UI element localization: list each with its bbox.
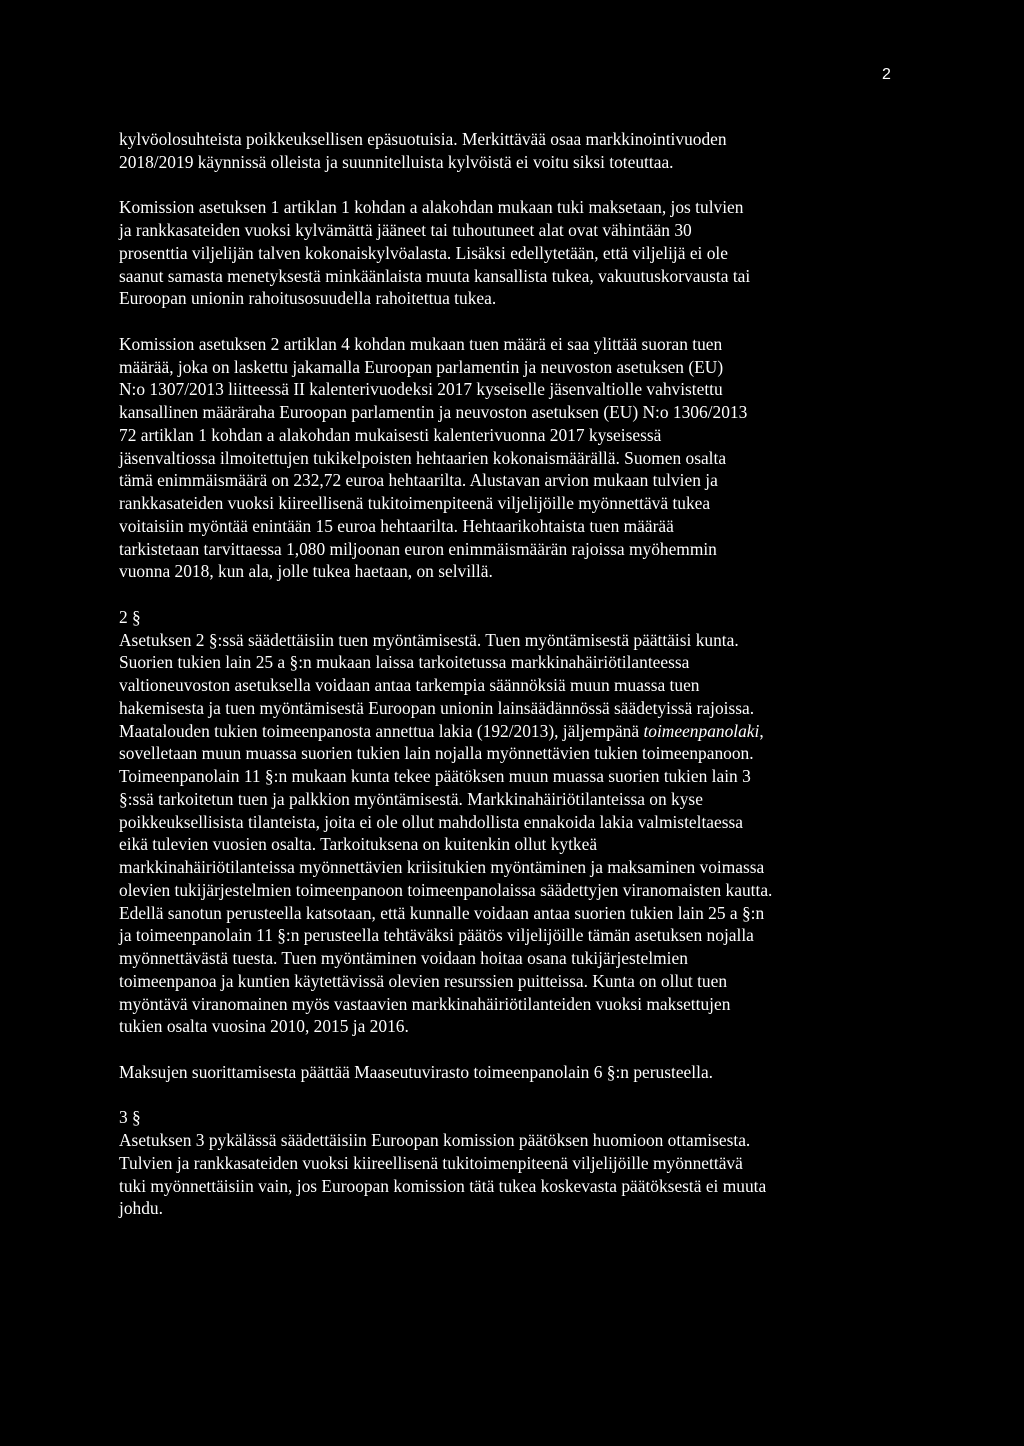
text-line: Edellä sanotun perusteella katsotaan, että kunnalle voidaan antaa suorien tukien lain 25 a §:n (119, 902, 765, 923)
text-line: markkinahäiriötilanteissa myönnettävien kriisitukien myöntäminen ja maksaminen voimassa (119, 857, 765, 877)
text-line: hakemisesta ja tuen myöntämisestä Euroopan unionin lainsäädännössä säädetyissä rajoissa. (119, 697, 755, 718)
text-line: 2018/2019 käynnissä olleista ja suunnitelluista kylvöistä ei voitu siksi toteuttaa. (119, 151, 674, 172)
text-line: tuki myönnettäisiin vain, jos Euroopan komission tätä tukea koskevasta päätöksestä ei muuta (119, 1175, 767, 1196)
section-heading: 2 § (119, 606, 141, 627)
text-line: Komission asetuksen 2 artiklan 4 kohdan mukaan tuen määrä ei saa ylittää suoran tuen (119, 333, 723, 354)
section-3 (119, 1106, 879, 1220)
text-line: N:o 1307/2013 liitteessä II kalenterivuodeksi 2017 kyseiselle jäsenvaltiolle vahvistettu (119, 379, 723, 400)
paragraph-3 (119, 333, 879, 583)
text-line: kansallinen määräraha Euroopan parlamentin ja neuvoston asetuksen (EU) N:o 1306/2013 (119, 402, 748, 422)
text-line: saanut samasta menetyksestä minkäänlaista muuta kansallista tukea, vakuutuskorvausta tai (119, 265, 751, 286)
text-line: eikä tulevien vuosien osalta. Tarkoituksena on kuitenkin ollut kytkeä (119, 834, 598, 855)
text-line: Suorien tukien lain 25 a §:n mukaan laissa tarkoitetussa markkinahäiriötilanteessa (119, 652, 690, 673)
text-line: tukien osalta vuosina 2010, 2015 ja 2016. (119, 1016, 409, 1037)
text-line: kylvöolosuhteista poikkeuksellisen epäsuotuisia. Merkittävää osaa markkinointivuoden (119, 129, 727, 149)
text-line: toimeenpanoa ja kuntien käytettävissä olevien resurssien puitteissa. Kunta on ollut tuen (119, 970, 728, 991)
text-line: Asetuksen 3 pykälässä säädettäisiin Euroopan komission päätöksen huomioon ottamisesta. (119, 1130, 751, 1150)
text-line: poikkeuksellisista tilanteista, joita ei ole ollut mahdollista ennakoida lakia valmisteltaessa (119, 811, 743, 832)
text-line: olevien tukijärjestelmien toimeenpanoon toimeenpanolaissa säädettyjen viranomaisten kautta. (119, 879, 773, 900)
text-line: myönnettävästä tuesta. Tuen myöntäminen voidaan hoitaa osana tukijärjestelmien (119, 948, 688, 968)
text-line: ja toimeenpanolain 11 §:n perusteella tehtäväksi päätös viljelijöille tämän asetuksen nojalla (119, 925, 754, 946)
text-line: Asetuksen 2 §:ssä säädettäisiin tuen myöntämisestä. Tuen myöntämisestä päättäisi kunta. (119, 629, 739, 650)
text-line: Toimeenpanolain 11 §:n mukaan kunta tekee päätöksen muun muassa suorien tukien lain 3 (119, 766, 751, 786)
text-line: Maksujen suorittamisesta päättää Maaseutuvirasto toimeenpanolain 6 §:n perusteella. (119, 1061, 714, 1082)
text-line: sovelletaan muun muassa suorien tukien lain nojalla myönnettävien tukien toimeenpanoon. (119, 743, 754, 764)
text-line: Maatalouden tukien toimeenpanosta annettua lakia (192/2013), jäljempänä toimeenpanolaki, (119, 720, 764, 741)
text-line: voitaisiin myöntää enintään 15 euroa hehtaarilta. Hehtaarikohtaista tuen määrää (119, 515, 674, 536)
text-line: prosenttia viljelijän talven kokonaiskylvöalasta. Lisäksi edellytetään, että viljelijä ei ole (119, 242, 728, 263)
text-line: tämä enimmäismäärä on 232,72 euroa hehtaarilta. Alustavan arvion mukaan tulvien ja (119, 470, 718, 491)
section-2 (119, 606, 879, 1038)
text-line: rankkasateiden vuoksi kiireellisenä tukitoimenpiteenä viljelijöille myönnettävä tukea (119, 493, 711, 513)
paragraph-maksujen (119, 1061, 879, 1084)
text-line: tarkistetaan tarvittaessa 1,080 miljoonan euron enimmäismäärän rajoissa myöhemmin (119, 538, 717, 559)
paragraph-2 (119, 196, 879, 310)
text-line: Komission asetuksen 1 artiklan 1 kohdan a alakohdan mukaan tuki maksetaan, jos tulvien (119, 197, 744, 218)
text-line: 72 artiklan 1 kohdan a alakohdan mukaisesti kalenterivuonna 2017 kyseisessä (119, 424, 662, 445)
text-line: jäsenvaltiossa ilmoitettujen tukikelpoisten hehtaarien kokonaismäärällä. Suomen osalta (119, 447, 727, 468)
text-line: vuonna 2018, kun ala, jolle tukea haetaan, on selvillä. (119, 561, 493, 582)
text-line: Tulvien ja rankkasateiden vuoksi kiireellisenä tukitoimenpiteenä viljelijöille myönnettävä (119, 1152, 743, 1173)
section-heading: 3 § (119, 1107, 141, 1128)
page-number: 2 (882, 66, 891, 83)
text-line: johdu. (119, 1198, 163, 1219)
text-line: määrää, joka on laskettu jakamalla Euroopan parlamentin ja neuvoston asetuksen (EU) (119, 356, 724, 377)
text-line: ja rankkasateiden vuoksi kylvämättä jääneet tai tuhoutuneet alat ovat vähintään 30 (119, 220, 692, 240)
text-line: valtioneuvoston asetuksella voidaan antaa tarkempia säännöksiä muun muassa tuen (119, 675, 700, 695)
text-line: Euroopan unionin rahoitusosuudella rahoitettua tukea. (119, 288, 497, 309)
text-line: myöntävä viranomainen myös vastaavien markkinahäiriötilanteiden vuoksi maksettujen (119, 993, 731, 1014)
paragraph-1 (119, 128, 879, 174)
text-line: §:ssä tarkoitetun tuen ja palkkion myöntämisestä. Markkinahäiriötilanteissa on kyse (119, 788, 703, 809)
document-body (119, 128, 879, 1220)
